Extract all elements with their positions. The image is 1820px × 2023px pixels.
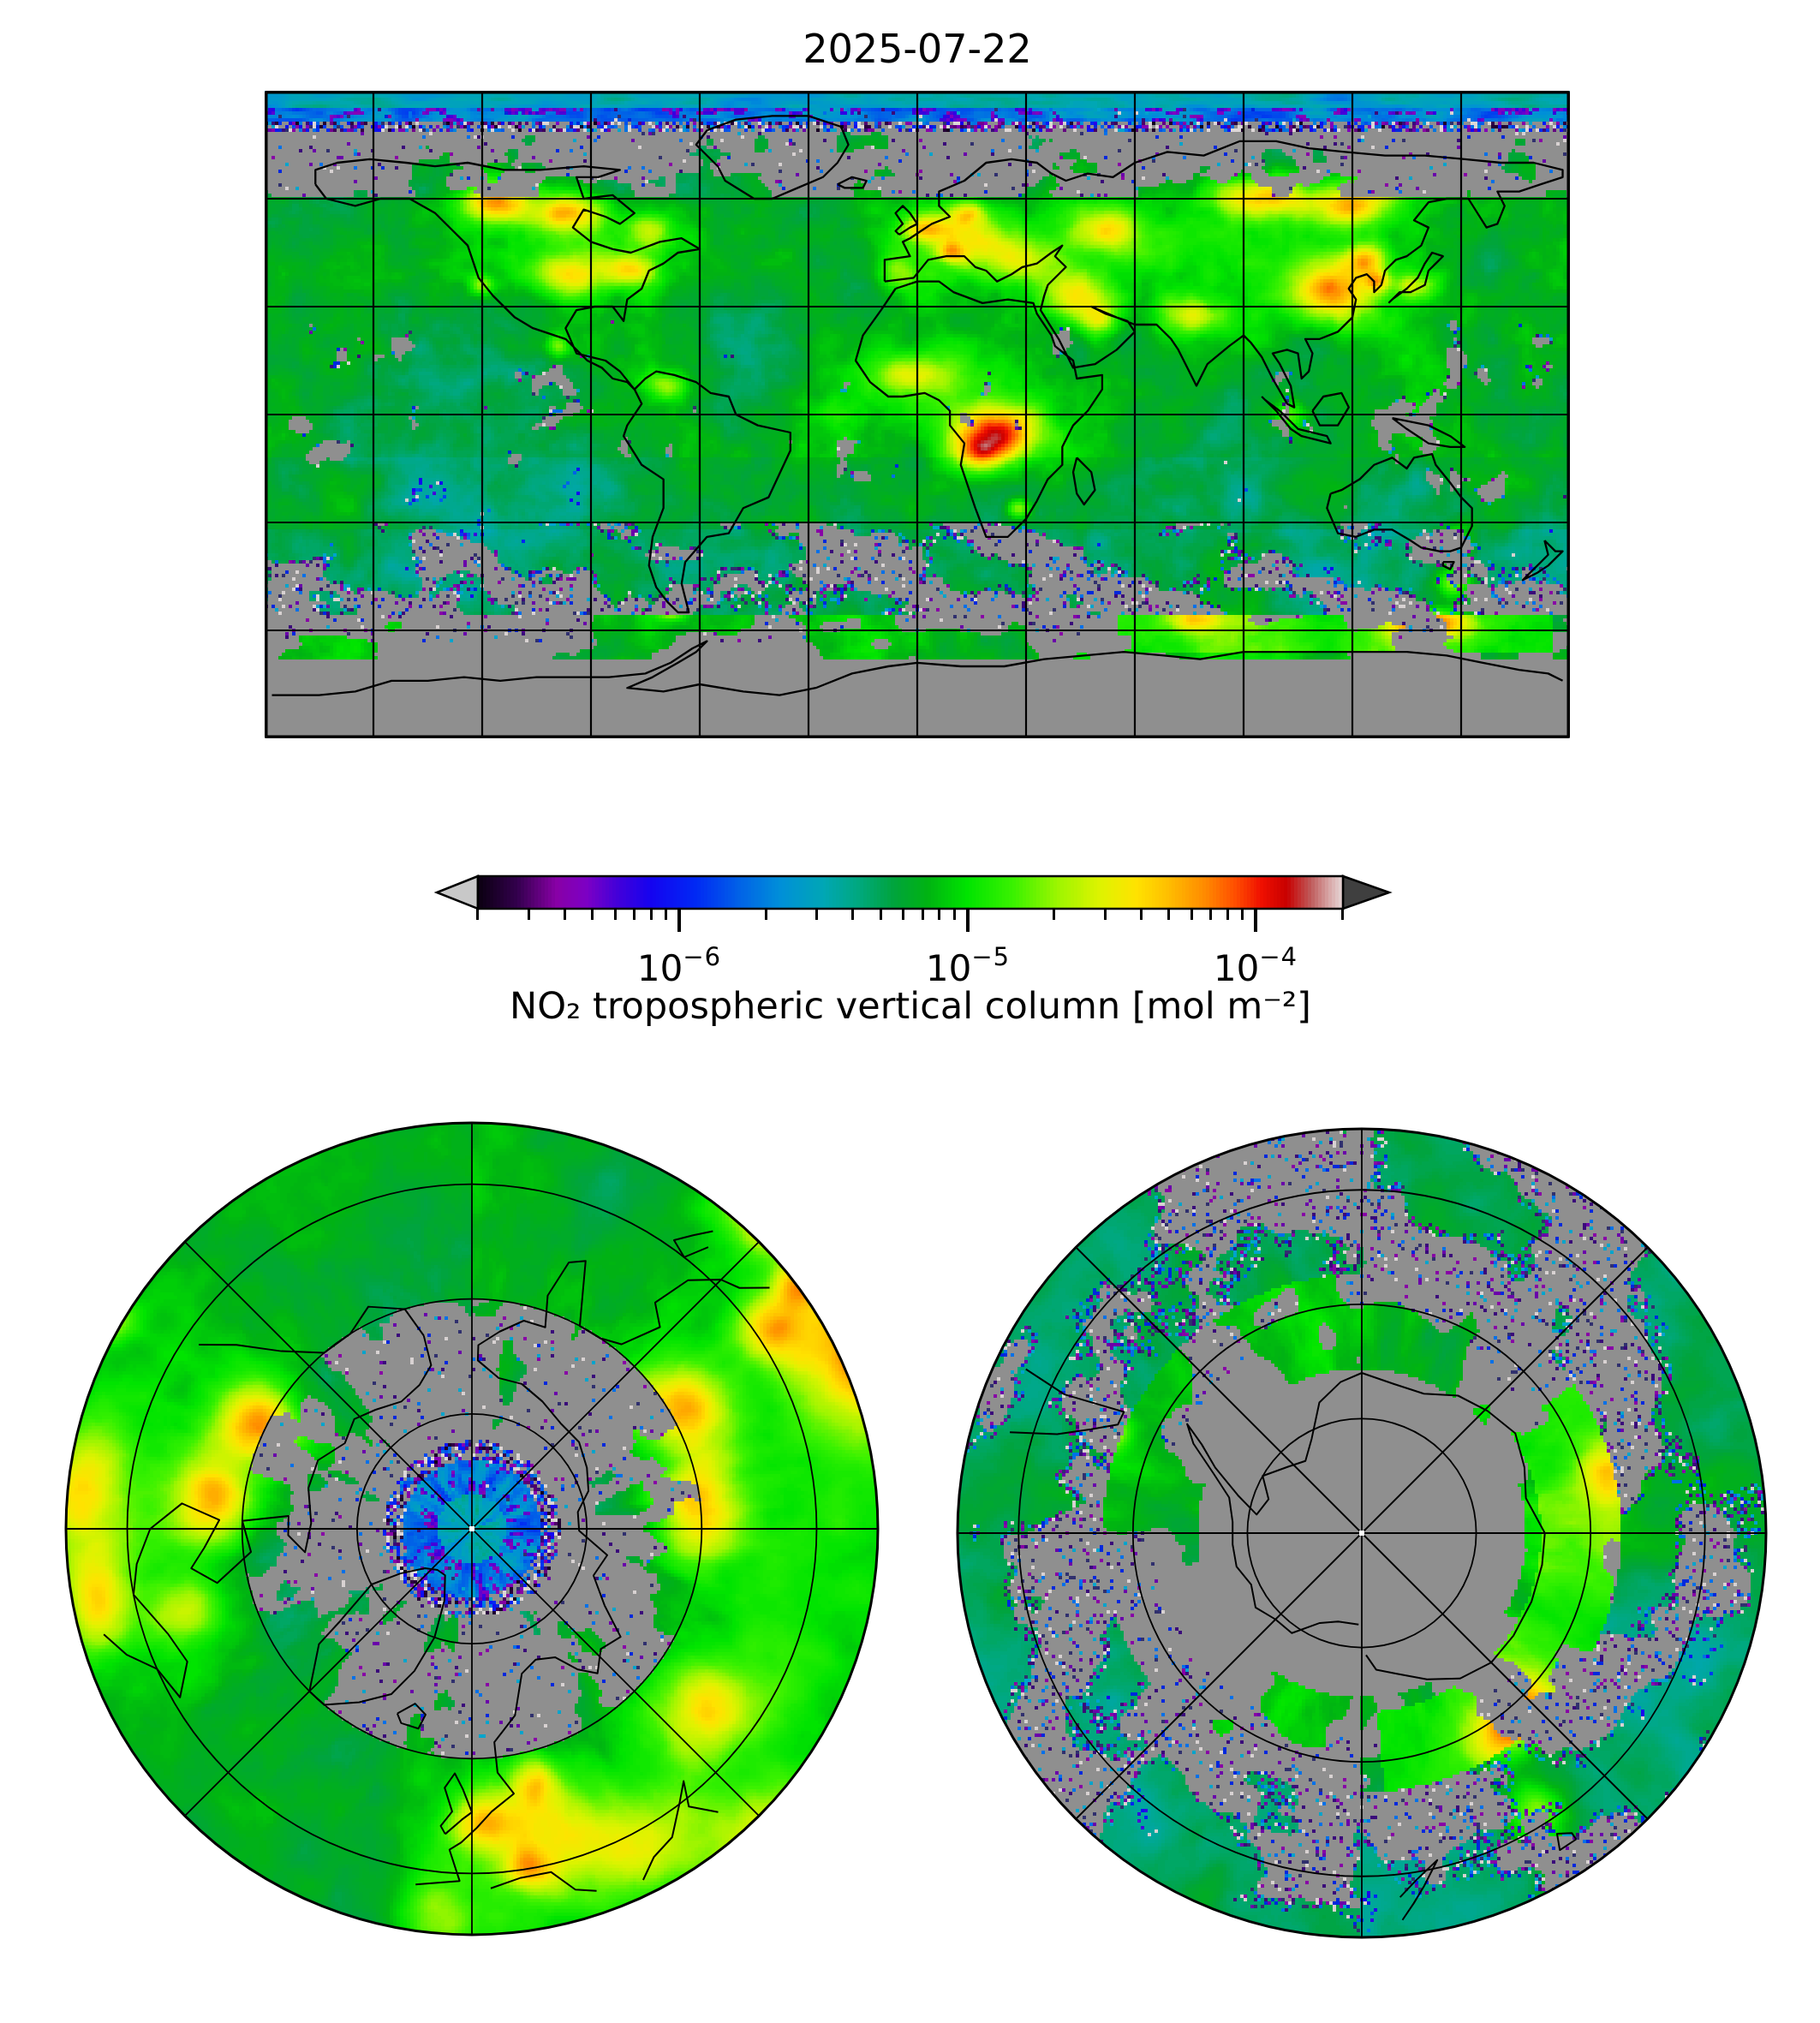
north-polar-map-canvas xyxy=(64,1121,880,1936)
colorbar-tick-mark xyxy=(1341,909,1344,920)
colorbar-tick-mark xyxy=(1241,909,1244,920)
colorbar-tick-mark xyxy=(880,909,882,920)
tick-exponent: −5 xyxy=(971,942,1011,971)
colorbar-tick-mark xyxy=(1190,909,1193,920)
colorbar-tick-label-1e-4 xyxy=(1170,942,1341,989)
colorbar-tick-mark xyxy=(922,909,924,920)
colorbar-tick-mark xyxy=(476,909,479,920)
colorbar-canvas xyxy=(433,872,1396,915)
colorbar-tick-mark xyxy=(1140,909,1143,920)
tick-base: 10 xyxy=(636,947,683,989)
tick-base: 10 xyxy=(925,947,972,989)
colorbar-tick-mark xyxy=(564,909,566,920)
colorbar-tick-mark xyxy=(1104,909,1107,920)
colorbar-tick-label-1e-6 xyxy=(594,942,765,989)
colorbar-tick-mark xyxy=(902,909,904,920)
colorbar-tick-mark xyxy=(677,909,681,932)
colorbar-tick-mark xyxy=(614,909,617,920)
colorbar-tick-mark xyxy=(765,909,767,920)
colorbar-tick-mark xyxy=(815,909,818,920)
colorbar-tick-mark xyxy=(633,909,636,920)
colorbar-unit-label: NO₂ tropospheric vertical column [mol m⁻²] xyxy=(510,985,1311,1028)
colorbar-tick-mark xyxy=(591,909,594,920)
south-polar-map-canvas xyxy=(956,1127,1768,1939)
colorbar-tick-mark xyxy=(1254,909,1257,932)
colorbar-tick-mark xyxy=(1167,909,1170,920)
colorbar-tick-mark xyxy=(851,909,854,920)
colorbar-tick-label-1e-5 xyxy=(882,942,1053,989)
tick-base: 10 xyxy=(1213,947,1260,989)
colorbar-tick-mark xyxy=(953,909,956,920)
tick-exponent: −6 xyxy=(683,942,722,971)
colorbar-tick-mark xyxy=(1053,909,1055,920)
global-no2-map-canvas xyxy=(265,91,1570,738)
colorbar-tick-mark xyxy=(528,909,530,920)
colorbar-tick-mark xyxy=(966,909,970,932)
colorbar-tick-mark xyxy=(1209,909,1212,920)
tick-exponent: −4 xyxy=(1259,942,1298,971)
figure-title: 2025-07-22 xyxy=(803,26,1032,72)
colorbar-tick-mark xyxy=(938,909,940,920)
colorbar-tick-mark xyxy=(665,909,667,920)
colorbar-tick-mark xyxy=(650,909,653,920)
colorbar-tick-mark xyxy=(1226,909,1229,920)
